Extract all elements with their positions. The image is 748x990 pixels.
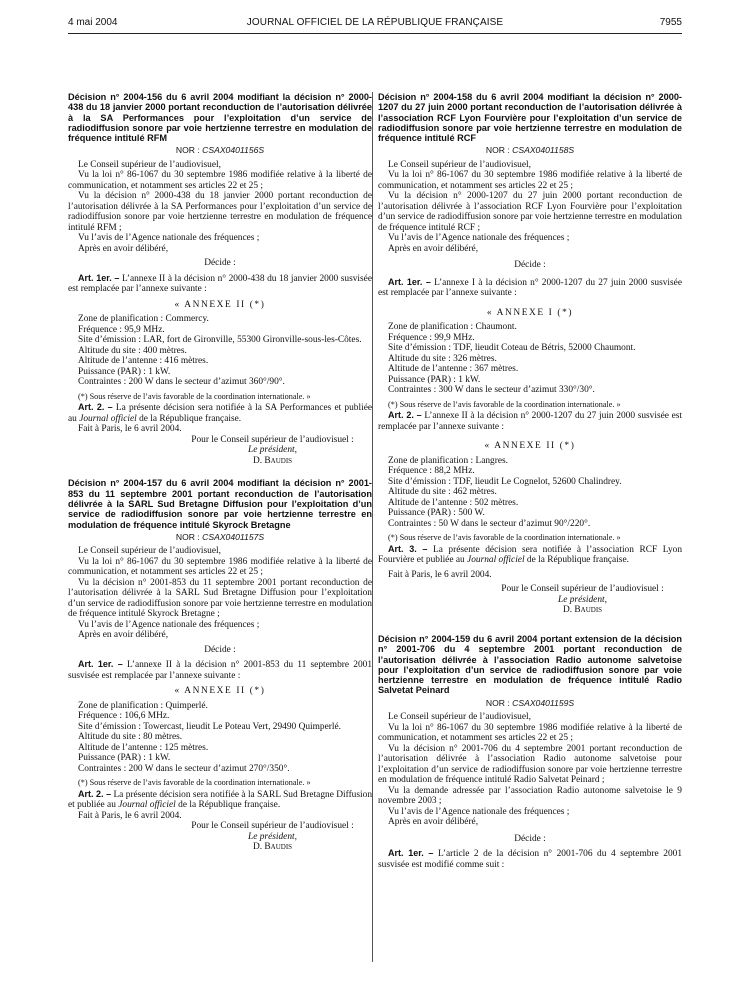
annexe-item: Puissance (PAR) : 1 kW. [388, 374, 481, 385]
article-1 [68, 659, 372, 681]
nor-code: CSAX0401157S [202, 531, 265, 542]
fait-a-paris: Fait à Paris, le 6 avril 2004. [78, 810, 182, 821]
signature-title [173, 832, 372, 843]
signature-president: Le président, [248, 831, 297, 842]
decide: Décide : [204, 258, 236, 269]
article-label: Art. 1er. – [78, 659, 123, 670]
vu-paragraph: Vu l’avis de l’Agence nationale des fréquences ; [388, 806, 570, 817]
annexe-note: (*) Sous réserve de l’avis favorable de la coordination internationale. » [78, 391, 311, 401]
page-header [68, 17, 682, 31]
header-journal-title: JOURNAL OFFICIEL DE LA RÉPUBLIQUE FRANÇAISE [246, 17, 504, 28]
vu-paragraph: Vu l’avis de l’Agence nationale des fréquences ; [388, 233, 570, 244]
article-text: L’annexe I à la décision n° 2000-1207 du 27 juin 2000 susvisée est remplacée par l’annexe suivante : [378, 277, 682, 299]
article-text: La présente décision sera notifiée à la SA Performances et publiée au [68, 403, 373, 424]
apres-delibere: Après en avoir délibéré, [78, 243, 169, 254]
vu-paragraph: Vu la décision n° 2001-706 du 4 septembre 2001 portant reconduction de l’autorisation délivrée à l’association Radio autonome salvetoise pour l’exploitation d’un service de radiodiffusion sonore par voie hertzienne terrestre en modulation de fréquence intitulé Radio Salvetat Peinard ; [378, 743, 682, 786]
vu-paragraph: Vu la loi n° 86-1067 du 30 septembre 1986 modifiée relative à la liberté de communication, et notamment ses articles 22 et 25 ; [68, 170, 372, 191]
nor-reference [68, 532, 372, 543]
vu-paragraph: Vu la décision n° 2000-438 du 18 janvier 2000 portant reconduction de l’autorisation délivrée à la SA Performances pour l’exploitation d’un service de radiodiffusion sonore par voie hertzienne terrestre en modulation de fréquence intitulé RFM ; [68, 191, 372, 233]
article-1 [378, 848, 682, 870]
decision-2004-156 [68, 92, 372, 466]
decision-title: Décision n° 2004-158 du 6 avril 2004 modifiant la décision n° 2000-1207 du 27 juin 2000 portant reconduction de l’autorisation délivrée à l’association RCF Lyon Fourvière pour l’exploitation d’un service de radiodiffusion sonore par voie hertzienne terrestre en modulation de fréquence intitulé RCF [378, 92, 682, 144]
annexe-item: Altitude de l’antenne : 502 mètres. [388, 497, 519, 508]
nor-reference [68, 145, 372, 156]
annexe-heading: « ANNEXE I (*) [486, 307, 574, 318]
annexe-note: (*) Sous réserve de l’avis favorable de la coordination internationale. » [388, 399, 621, 409]
fait-a-paris: Fait à Paris, le 6 avril 2004. [388, 569, 492, 580]
left-column [68, 92, 372, 853]
nor-label: NOR : [485, 697, 510, 708]
signature-line: Pour le Conseil supérieur de l’audiovisuel : [191, 821, 354, 832]
annexe-heading: « ANNEXE II (*) [174, 686, 266, 697]
article-label: Art. 1er. – [388, 276, 431, 287]
article-label: Art. 2. – [388, 410, 422, 421]
decision-title: Décision n° 2004-156 du 6 avril 2004 modifiant la décision n° 2000-438 du 18 janvier 2000 portant reconduction de l’autorisation délivrée à la SA Performances pour l’exploitation d’un service de radiodiffusion sonore par voie hertzienne terrestre en modulation de fréquence intitulé RFM [68, 92, 372, 144]
vu-paragraph: Vu la loi n° 86-1067 du 30 septembre 1986 modifiée relative à la liberté de communication, et notamment ses articles 22 et 25 ; [378, 722, 682, 744]
header-date: 4 mai 2004 [68, 17, 118, 28]
article-1 [68, 273, 372, 295]
vu-paragraph: Vu l’avis de l’Agence nationale des fréquences ; [78, 233, 260, 244]
annexe-heading: « ANNEXE II (*) [484, 441, 576, 452]
signature-name: D. Baudis [562, 605, 603, 616]
vu-paragraph: Vu la décision n° 2001-853 du 11 septembre 2001 portant reconduction de l’autorisation délivrée à la SARL Sud Bretagne Diffusion pour l’exploitation d’un service de radiodiffusion sonore par voie hertzienne terrestre en modulation de fréquence intitulé Skyrock Bretagne ; [68, 577, 372, 620]
article-2 [378, 410, 682, 432]
decision-2004-158 [378, 92, 682, 616]
intro: Le Conseil supérieur de l’audiovisuel, [388, 159, 531, 170]
article-3 [378, 544, 682, 566]
annexe-item: Altitude de l’antenne : 367 mètres. [388, 364, 519, 375]
annexe-item: Contraintes : 50 W dans le secteur d’azimut 90°/220°. [388, 518, 591, 529]
annexe-item: Puissance (PAR) : 500 W. [388, 508, 485, 519]
annexe-item: Site d’émission : LAR, fort de Gironville, 55300 Gironville-sous-les-Côtes. [78, 335, 362, 346]
apres-delibere: Après en avoir délibéré, [78, 630, 169, 641]
annexe-item: Contraintes : 300 W dans le secteur d’azimut 330°/30°. [388, 385, 595, 396]
article-text: de la République française. [178, 800, 281, 811]
header-page-number: 7955 [659, 17, 682, 28]
annexe-item: Site d’émission : Towercast, lieudit Le Poteau Vert, 29490 Quimperlé. [78, 721, 342, 732]
vu-paragraph: Vu la demande adressée par l’association Radio autonome salvetoise le 9 novembre 2003 ; [378, 785, 682, 807]
annexe-item: Altitude de l’antenne : 125 mètres. [78, 742, 209, 753]
annexe-item: Fréquence : 106,6 MHz. [78, 711, 170, 722]
article-2 [68, 789, 372, 811]
nor-code: CSAX0401159S [512, 697, 575, 708]
nor-label: NOR : [175, 531, 200, 542]
decide: Décide : [514, 260, 546, 271]
annexe-item: Contraintes : 200 W dans le secteur d’azimut 270°/350°. [78, 763, 290, 774]
article-text: La présente décision sera notifiée à l’association RCF Lyon Fourvière et publiée au [378, 544, 683, 566]
annexe-item: Zone de planification : Langres. [388, 455, 509, 466]
article-text: de la République française. [139, 413, 242, 424]
journal-officiel-ref: Journal officiel [118, 800, 176, 811]
article-label: Art. 2. – [78, 788, 112, 799]
signature-title [483, 595, 682, 606]
signature-line: Pour le Conseil supérieur de l’audiovisuel : [501, 584, 664, 595]
header-rule [68, 33, 682, 34]
annexe-item: Altitude du site : 80 mètres. [78, 732, 183, 743]
vu-paragraph: Vu la décision n° 2000-1207 du 27 juin 2000 portant reconduction de l’autorisation délivrée à l’association RCF Lyon Fourvière pour l’exploitation d’un service de radiodiffusion sonore par voie hertzienne terrestre en modulation de fréquence intitulé RCF ; [378, 191, 682, 233]
signature-name: D. Baudis [252, 455, 293, 466]
annexe-item: Zone de planification : Commercy. [78, 314, 209, 325]
annexe-item: Fréquence : 95,9 MHz. [78, 324, 165, 335]
annexe-item: Altitude du site : 400 mètres. [78, 345, 187, 356]
intro: Le Conseil supérieur de l’audiovisuel, [78, 546, 221, 557]
decision-title: Décision n° 2004-157 du 6 avril 2004 modifiant la décision n° 2001-853 du 11 septembre 2001 portant reconduction de l’autorisation délivrée à la SARL Sud Bretagne Diffusion pour l’exploitation d’un service de radiodiffusion sonore par voie hertzienne terrestre en modulation de fréquence intitulé Skyrock Bretagne [68, 478, 372, 530]
nor-label: NOR : [485, 145, 510, 156]
signature-title [173, 445, 372, 456]
annexe-item: Site d’émission : TDF, lieudit Le Cognelot, 52600 Chalindrey. [388, 476, 622, 487]
annexe-item: Puissance (PAR) : 1 kW. [78, 366, 171, 377]
vu-paragraph: Vu l’avis de l’Agence nationale des fréquences ; [78, 619, 260, 630]
nor-label: NOR : [175, 145, 200, 156]
annexe-item: Altitude de l’antenne : 416 mètres. [78, 356, 209, 367]
annexe-item: Zone de planification : Chaumont. [388, 322, 517, 333]
signature-president: Le président, [558, 594, 607, 605]
annexe-item: Zone de planification : Quimperlé. [78, 700, 208, 711]
signature-line: Pour le Conseil supérieur de l’audiovisuel : [191, 434, 354, 445]
article-label: Art. 1er. – [78, 272, 120, 283]
column-divider [372, 92, 373, 962]
article-text: L’annexe II à la décision n° 2001-853 du 11 septembre 2001 susvisée est remplacée par l’annexe suivante : [68, 660, 373, 681]
article-text: La présente décision sera notifiée à la SARL Sud Bretagne Diffusion et publiée au [68, 789, 373, 811]
signature-name: D. Baudis [252, 842, 293, 853]
fait-a-paris: Fait à Paris, le 6 avril 2004. [78, 424, 182, 435]
article-2 [68, 402, 372, 424]
annexe-item: Altitude du site : 462 mètres. [388, 487, 497, 498]
article-text: L’annexe II à la décision n° 2000-438 du 18 janvier 2000 susvisée est remplacée par l’annexe suivante : [68, 273, 373, 295]
annexe-item: Contraintes : 200 W dans le secteur d’azimut 360°/90°. [78, 377, 285, 388]
decision-2004-157 [68, 478, 372, 852]
journal-officiel-ref: Journal officiel [79, 413, 137, 424]
annexe-item: Puissance (PAR) : 1 kW. [78, 753, 171, 764]
vu-paragraph: Vu la loi n° 86-1067 du 30 septembre 1986 modifiée relative à la liberté de communication, et notamment ses articles 22 et 25 ; [378, 170, 682, 191]
article-1 [378, 277, 682, 299]
annexe-item: Fréquence : 99,9 MHz. [388, 332, 475, 343]
intro: Le Conseil supérieur de l’audiovisuel, [388, 712, 531, 723]
decide: Décide : [204, 644, 236, 655]
nor-code: CSAX0401158S [512, 145, 575, 156]
article-label: Art. 3. – [388, 543, 428, 554]
vu-paragraph: Vu la loi n° 86-1067 du 30 septembre 1986 modifiée relative à la liberté de communication, et notamment ses articles 22 et 25 ; [68, 556, 372, 578]
annexe-item: Site d’émission : TDF, lieudit Coteau de Bétris, 52000 Chaumont. [388, 343, 636, 354]
annexe-note: (*) Sous réserve de l’avis favorable de la coordination internationale. » [78, 778, 311, 788]
apres-delibere: Après en avoir délibéré, [388, 817, 479, 828]
decide: Décide : [514, 833, 546, 844]
article-label: Art. 2. – [78, 402, 113, 413]
article-text: L’annexe II à la décision n° 2000-1207 du 27 juin 2000 susvisée est remplacée par l’annexe suivante : [378, 411, 683, 432]
journal-officiel-ref: Journal officiel [467, 555, 525, 566]
signature-president: Le président, [248, 445, 297, 456]
intro: Le Conseil supérieur de l’audiovisuel, [78, 159, 221, 170]
annexe-item: Altitude du site : 326 mètres. [388, 353, 497, 364]
article-label: Art. 1er. – [388, 848, 434, 859]
nor-reference [378, 145, 682, 156]
article-text: L’article 2 de la décision n° 2001-706 du 4 septembre 2001 susvisée est modifié comme suit : [378, 849, 683, 870]
annexe-item: Fréquence : 88,2 MHz. [388, 466, 475, 477]
decision-title: Décision n° 2004-159 du 6 avril 2004 portant extension de la décision n° 2001-706 du 4 septembre 2001 portant reconduction de l’autorisation délivrée à l’association Radio autonome salvetoise pour l’exploitation d’un service de radiodiffusion sonore par voie hertzienne terrestre en modulation de fréquence intitulé Radio Salvetat Peinard [378, 633, 682, 696]
apres-delibere: Après en avoir délibéré, [388, 243, 479, 254]
nor-reference [378, 698, 682, 709]
article-text: de la République française. [526, 555, 629, 566]
nor-code: CSAX0401156S [202, 145, 265, 156]
decision-2004-159 [378, 634, 682, 870]
annexe-note: (*) Sous réserve de l’avis favorable de la coordination internationale. » [388, 533, 621, 543]
annexe-heading: « ANNEXE II (*) [174, 299, 266, 310]
right-column [378, 92, 682, 870]
